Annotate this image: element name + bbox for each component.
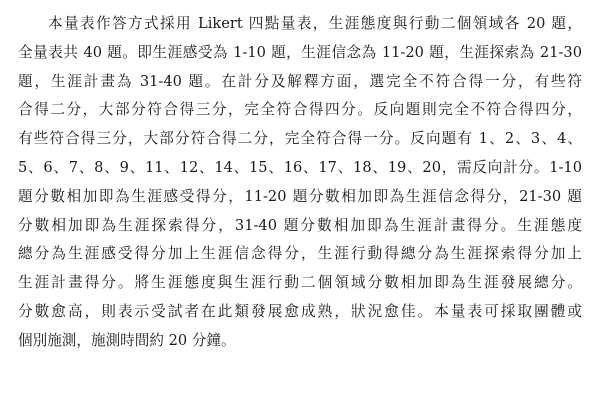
text-line-11: 分數愈高，則表示受試者在此類發展愈成熟，狀況愈佳。本量表可採取團體或: [18, 302, 582, 320]
paragraph: [18, 10, 582, 356]
text-line-9: 總分為生涯感受得分加上生涯信念得分，生涯行動得總分為生涯探索得分加上: [18, 245, 582, 263]
text-line-3: 題，生涯計畫為 31-40 題。在計分及解釋方面，選完全不符合得一分，有些符: [18, 72, 582, 90]
text-line-6: 5、6、7、8、9、11、12、14、15、16、17、18、19、20，需反向計分。1-10: [18, 158, 582, 176]
text-line-5: 有些符合得三分，大部分符合得二分，完全符合得一分。反向題有 1、2、3、4、: [18, 130, 582, 148]
text-line-4: 合得二分，大部分符合得三分，完全符合得四分。反向題則完全不符合得四分，: [18, 101, 582, 119]
text-line-2: 全量表共 40 題。即生涯感受為 1-10 題，生涯信念為 11-20 題，生涯探索為 21-30: [18, 43, 582, 61]
text-line-12: 個別施測，施測時間約 20 分鐘。: [18, 331, 236, 349]
text-line-7: 題分數相加即為生涯感受得分，11-20 題分數相加即為生涯信念得分，21-30 題: [18, 187, 582, 205]
text-line-10: 生涯計畫得分。將生涯態度與生涯行動二個領域分數相加即為生涯發展總分。: [18, 274, 582, 292]
text-line-1: 本量表作答方式採用 Likert 四點量表，生涯態度與行動二個領域各 20 題，: [48, 15, 582, 32]
text-line-8: 分數相加即為生涯探索得分，31-40 題分數相加即為生涯計畫得分。生涯態度: [18, 216, 582, 234]
